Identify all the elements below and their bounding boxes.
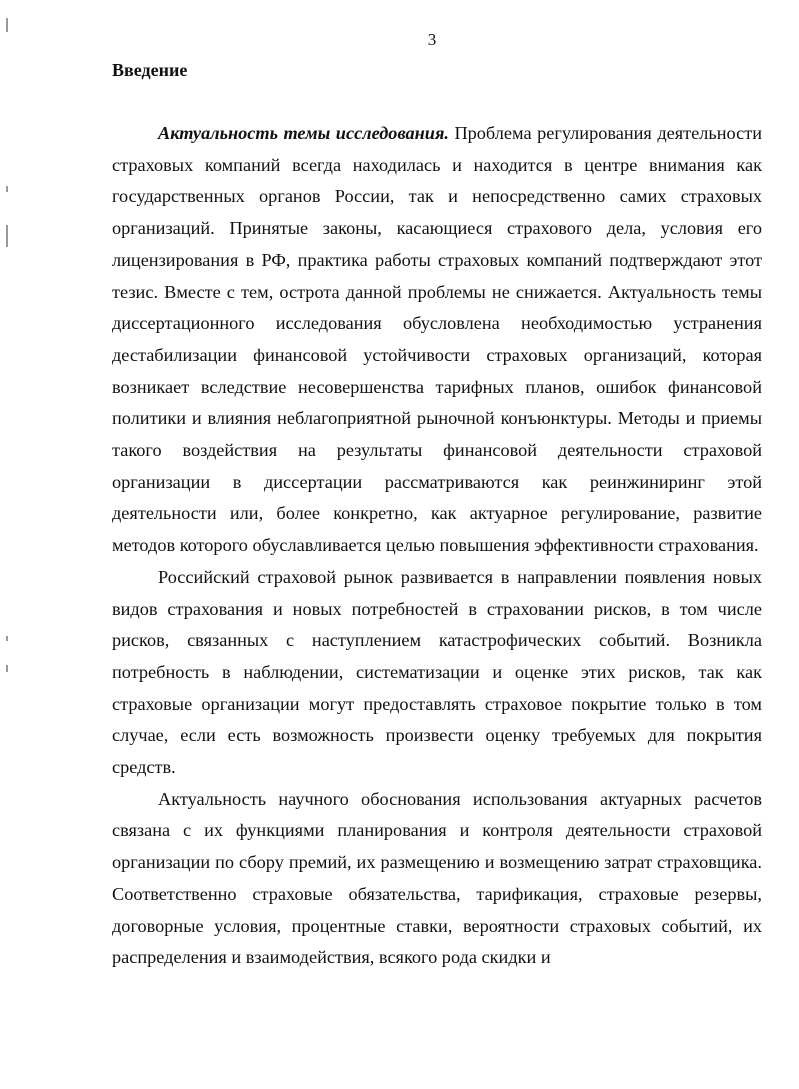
scan-margin-mark	[6, 665, 8, 672]
paragraph	[112, 562, 762, 784]
paragraph-text: Проблема регулирования деятельности страховых компаний всегда находилась и находится в центре внимания как государственных органов России, так и непосредственно самих страховых организаций. Принятые законы, касающиеся страхового дела, условия его лицензирования в РФ, практика работы страховых компаний подтверждают этот тезис. Вместе с тем, острота данной проблемы не снижается. Актуальность темы диссертационного исследования обусловлена необходимостью устранения дестабилизации финансовой устойчивости страховых организаций, которая возникает вследствие несовершенства тарифных планов, ошибок финансовой политики и влияния неблагоприятной рыночной конъюнктуры. Методы и приемы такого воздействия на результаты финансовой деятельности страховой организации в диссертации рассматриваются как реинжиниринг этой деятельности или, более конкретно, как актуарное регулирование, развитие методов которого обуславливается целью повышения эффективности страхования.	[112, 123, 762, 556]
paragraph-text: Российский страховой рынок развивается в направлении появления новых видов страхования и новых потребностей в страховании рисков, в том числе рисков, связанных с наступлением катастрофических событий. Возникла потребность в наблюдении, систематизации и оценке этих рисков, так как страховые организации могут предоставлять страховое покрытие только в том случае, если есть возможность произвести оценку требуемых для покрытия средств.	[112, 566, 762, 778]
page-number: 3	[427, 30, 437, 49]
body-text	[112, 118, 762, 974]
paragraph-text: Актуальность научного обоснования использования актуарных расчетов связана с их функциями планирования и контроля деятельности страховой организации по сбору премий, их размещению и возмещению затрат страховщика. Соответственно страховые обязательства, тарификация, страховые резервы, договорные условия, процентные ставки, вероятности страховых событий, их распределения и взаимодействия, всякого рода скидки и	[112, 788, 762, 968]
section-heading: Введение	[112, 60, 188, 80]
paragraph-lead: Актуальность темы исследования.	[158, 123, 449, 143]
paragraph	[112, 118, 762, 562]
paragraph	[112, 784, 762, 974]
scan-margin-mark	[6, 225, 8, 247]
scan-margin-mark	[6, 186, 8, 192]
scan-margin-mark	[6, 636, 8, 641]
